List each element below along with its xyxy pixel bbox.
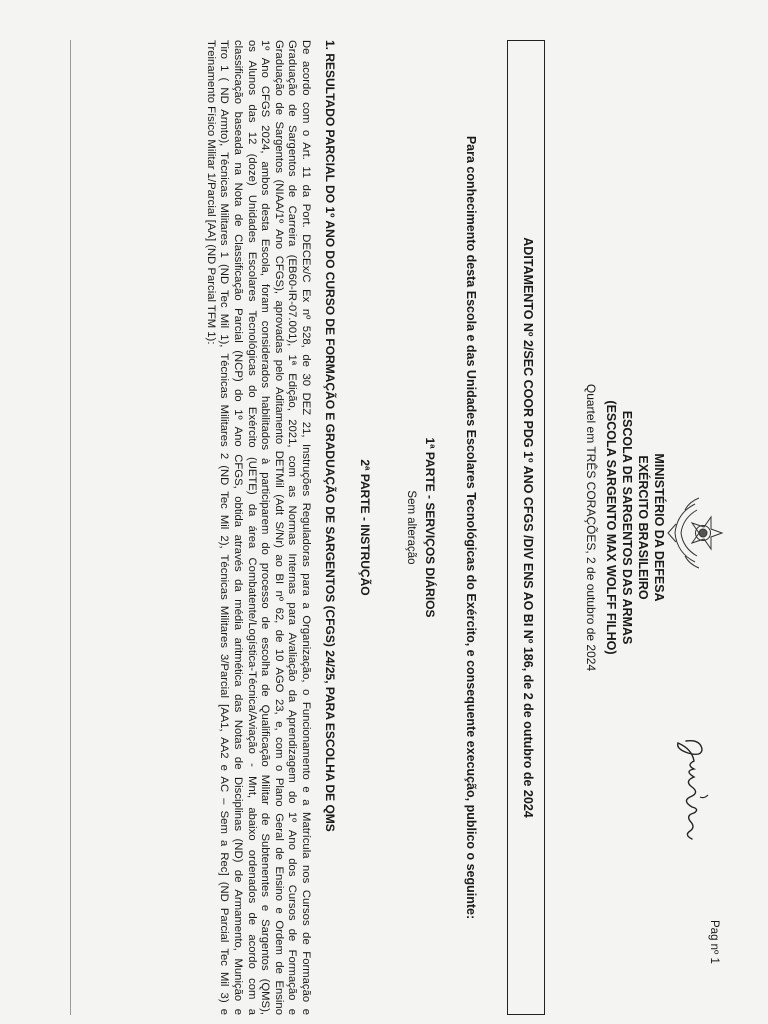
body-line: Tiro 1 ( ND Armto), Técnicas Militares 1 (ND Tec Mil 1), Técnicas Militares 2 (ND Tec Mil 2), Técnicas Militares 3/Parcial [AA1, AA2 e AC – Sem a Rec] (ND Parcial Tec Mil 3) e bbox=[218, 40, 231, 1015]
intro-paragraph: Para conhecimento desta Escola e das Unidades Escolares Tecnológicas do Exército, e consequente execução, publico o seguinte: bbox=[464, 135, 478, 920]
place-date: Quartel em TRÊS CORAÇÕES, 2 de outubro de 2024 bbox=[584, 383, 598, 672]
army-name: EXÉRCITO BRASILEIRO bbox=[636, 455, 650, 600]
body-line: os Alunos das 12 (doze) Unidades Escolares Tecnológicas do Exército (UETE) da área Combatente/Logística-Técnica/Aviação - Mnt, abaixo ordenados de acordo com a bbox=[245, 40, 258, 1015]
ministry-name: MINISTÉRIO DA DEFESA bbox=[652, 453, 666, 602]
part1-heading: 1ª PARTE - SERVIÇOS DIÁRIOS bbox=[423, 437, 437, 618]
part2-heading: 2ª PARTE - INSTRUÇÃO bbox=[358, 459, 372, 596]
rotated-page-content bbox=[40, 40, 740, 1015]
section1-body bbox=[203, 40, 312, 1015]
header-block bbox=[603, 40, 667, 1015]
body-line: Graduação de Sargentos de Carreira (EB60-IR-07.001), 1ª Edição, 2021, com as Normas Internas para Avaliação da Aprendizagem do 1º Ano dos Cursos de Formação e bbox=[286, 40, 299, 1015]
section1-heading: 1. RESULTADO PARCIAL DO 1º ANO DO CURSO DE FORMAÇÃO E GRADUAÇÃO DE SARGENTOS (CFGS) 24/25, PARA ESCOLHA DE QMS bbox=[323, 40, 337, 832]
page-number: Pag nº 1 bbox=[708, 920, 720, 964]
handwritten-signature bbox=[668, 735, 718, 845]
document-title: ADITAMENTO Nº 2/SEC COOR PDG 1º ANO CFGS /DIV ENS AO BI Nº 186, de 2 de outubro de 2024 bbox=[521, 237, 535, 818]
body-line: Graduação de Sargentos (NIAA/1º Ano CFGS), aprovadas pelo Aditamento DETMil (Adt S/Nr) ao BI nº 62, de 10 AGO 23, e, com o Plano Geral de Ensino e Ordem de Ensino bbox=[272, 40, 285, 1015]
body-line: 1º Ano CFGS 2024, ambos desta Escola, foram considerados habilitados à participarem do processo de escolha de Qualificação Militar de Subtenentes e Sargentos (QMS), bbox=[259, 40, 272, 1015]
part1-status: Sem alteração bbox=[405, 490, 417, 565]
school-name: ESCOLA DE SARGENTOS DAS ARMAS bbox=[620, 410, 634, 645]
body-line: classificação baseada na Nota de Classificação Parcial (NCP) do 1º Ano CFGS, obtida através da média aritmética das Notas de Disciplinas (ND) de Armamento, Munição e bbox=[232, 40, 245, 1015]
national-coat-of-arms-icon bbox=[665, 488, 725, 578]
body-line: Treinamento Físico Militar 1/Parcial [AA] (ND Parcial TFM 1): bbox=[204, 40, 217, 345]
school-alt-name: (ESCOLA SARGENTO MAX WOLFF FILHO) bbox=[604, 400, 618, 655]
body-line: De acordo com o Art. 11 da Port. DECEx/C Ex nº 528, de 30 DEZ 21, Instruções Reguladoras para a Organização, o Funcionamento e a Matrícula nos Cursos de Formação e bbox=[300, 40, 312, 1015]
